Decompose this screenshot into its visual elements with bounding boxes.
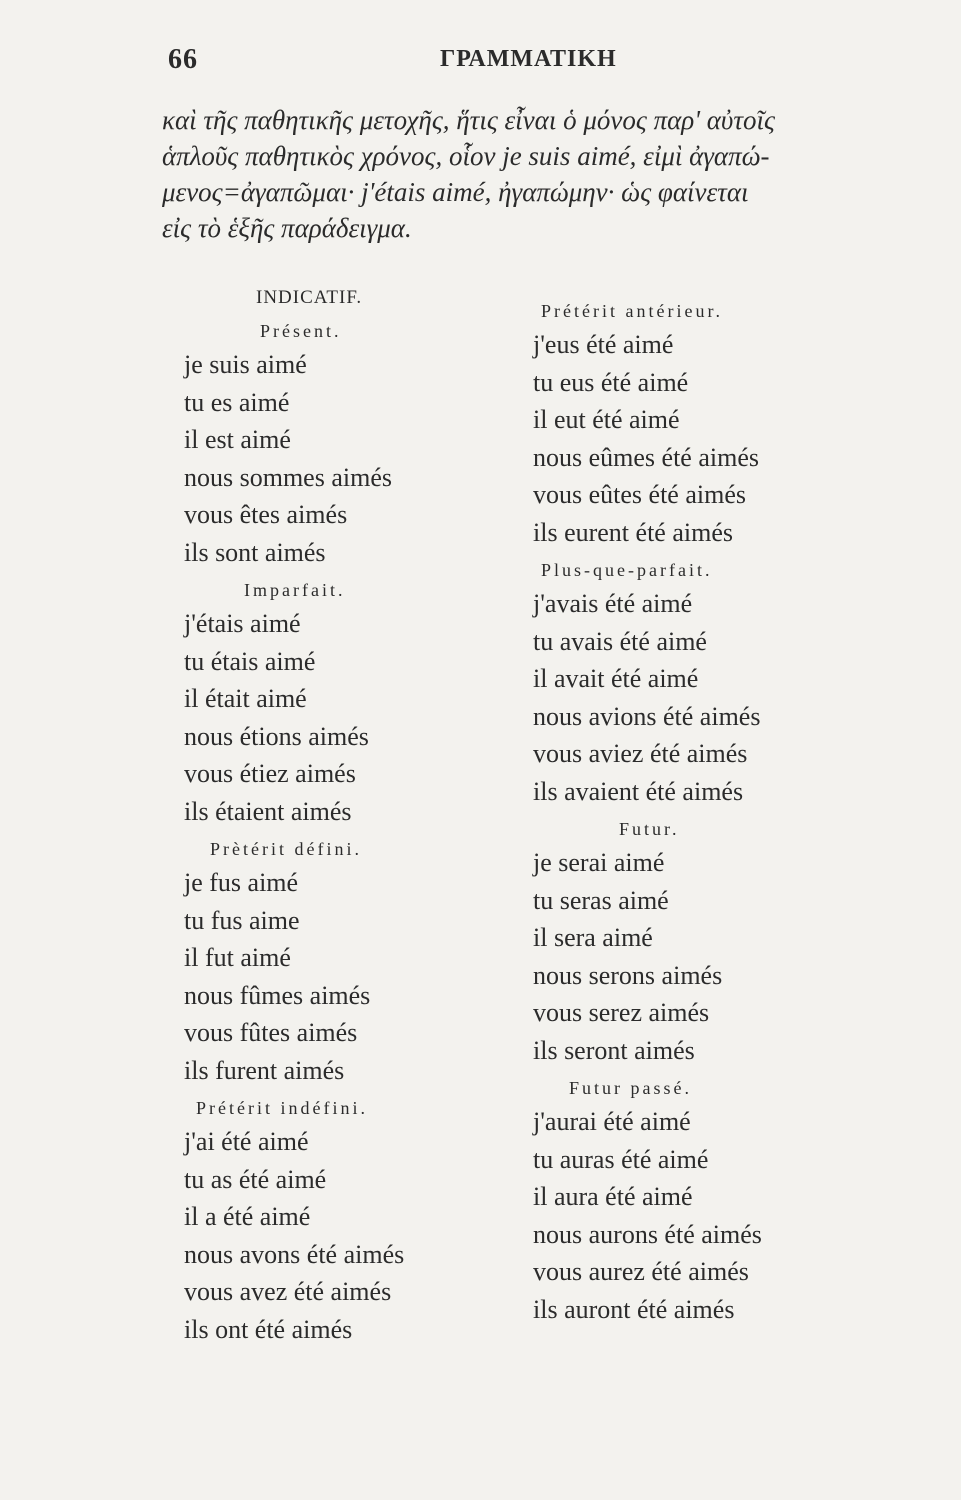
conjugation-line: nous eûmes été aimés — [533, 442, 759, 472]
conjugation-line: j'avais été aimé — [533, 589, 693, 618]
conjugation-line: nous étions aimés — [184, 721, 369, 751]
intro-paragraph — [162, 102, 852, 246]
conjugation-line: tu es aimé — [184, 387, 290, 417]
tense-heading: Prétérit indéfini. — [196, 1098, 368, 1118]
conjugation-line: vous étiez aimés — [184, 759, 356, 788]
conjugation-line: ils étaient aimés — [184, 796, 352, 826]
conjugation-line: il était aimé — [184, 684, 307, 713]
conjugation-line: vous eûtes été aimés — [533, 480, 746, 509]
conjugation-line: j'ai été aimé — [184, 1127, 309, 1156]
tense-block-futur-passe — [533, 1073, 863, 1328]
tense-block-imparfait — [184, 575, 514, 830]
conjugation-line: il avait été aimé — [533, 664, 699, 693]
conjugation-line: j'aurai été aimé — [533, 1107, 691, 1136]
conjugation-line: nous sommes aimés — [184, 462, 392, 492]
conjugation-line: tu fus aime — [184, 905, 300, 935]
conjugation-line: il sera aimé — [533, 923, 653, 952]
conjugation-line: il fut aimé — [184, 943, 291, 972]
tense-heading: Présent. — [260, 321, 342, 341]
conjugation-line: ils ont été aimés — [184, 1314, 353, 1344]
right-column — [533, 296, 863, 1332]
conjugation-line: je fus aimé — [184, 868, 299, 897]
conjugation-line: nous aurons été aimés — [533, 1219, 762, 1249]
tense-heading: Prétérit antérieur. — [541, 301, 723, 321]
mood-heading: INDICATIF. — [256, 287, 363, 308]
conjugation-line: nous avons été aimés — [184, 1239, 405, 1269]
tense-block-plus-que-parfait — [533, 555, 863, 810]
conjugation-line: je serai aimé — [533, 848, 665, 877]
page-header — [0, 44, 961, 84]
conjugation-line: vous aurez été aimés — [533, 1257, 749, 1286]
intro-line: εἰς τὸ ἑξῆς παράδειγμα. — [162, 213, 412, 243]
tense-heading: Prètérit défini. — [210, 839, 362, 859]
conjugation-line: vous serez aimés — [533, 998, 710, 1027]
conjugation-line: il aura été aimé — [533, 1182, 693, 1211]
page-number: 66 — [168, 44, 198, 75]
conjugation-line: il eut été aimé — [533, 405, 680, 434]
conjugation-line: vous êtes aimés — [184, 500, 348, 529]
running-title: ΓΡΑΜΜΑΤΙΚΗ — [440, 46, 617, 72]
conjugation-line: ils furent aimés — [184, 1055, 345, 1085]
tense-heading: Futur passé. — [569, 1078, 692, 1098]
conjugation-line: vous fûtes aimés — [184, 1018, 358, 1047]
conjugation-line: j'étais aimé — [184, 609, 301, 638]
intro-line: καὶ τῆς παθητικῆς μετοχῆς, ἥτις εἶναι ὁ μόνος παρ' αὐτοῖς — [162, 105, 775, 135]
conjugation-line: nous serons aimés — [533, 960, 723, 990]
conjugation-line: ils seront aimés — [533, 1035, 695, 1065]
conjugation-line: il est aimé — [184, 425, 291, 454]
tense-heading: Plus-que-parfait. — [541, 560, 713, 580]
conjugation-line: tu eus été aimé — [533, 367, 689, 397]
intro-line: μενος=ἀγαπῶμαι· j'étais aimé, ἠγαπώμην· ὡς φαίνεται — [162, 177, 749, 207]
tense-block-preterit-anterieur — [533, 296, 863, 551]
tense-heading: Imparfait. — [244, 580, 346, 600]
conjugation-line: tu avais été aimé — [533, 626, 707, 656]
intro-line: ἁπλοῦς παθητικὸς χρόνος, οἷον je suis aimé, εἰμὶ ἀγαπώ- — [162, 141, 770, 171]
conjugation-line: il a été aimé — [184, 1202, 311, 1231]
conjugation-line: ils avaient été aimés — [533, 776, 744, 806]
conjugation-line: tu auras été aimé — [533, 1144, 709, 1174]
conjugation-line: tu as été aimé — [184, 1164, 327, 1194]
tense-block-futur — [533, 814, 863, 1069]
tense-block-preterit-defini — [184, 834, 514, 1089]
tense-heading: Futur. — [619, 819, 680, 839]
conjugation-line: ils eurent été aimés — [533, 517, 733, 547]
conjugation-line: tu étais aimé — [184, 646, 316, 676]
conjugation-line: j'eus été aimé — [533, 330, 674, 359]
left-column — [184, 280, 514, 1352]
conjugation-line: tu seras aimé — [533, 885, 669, 915]
tense-block-present — [184, 316, 514, 571]
tense-block-preterit-indefini — [184, 1093, 514, 1348]
conjugation-line: nous avions été aimés — [533, 701, 761, 731]
conjugation-line: ils sont aimés — [184, 537, 326, 567]
conjugation-line: vous avez été aimés — [184, 1277, 392, 1306]
conjugation-line: vous aviez été aimés — [533, 739, 748, 768]
conjugation-line: nous fûmes aimés — [184, 980, 371, 1010]
conjugation-line: je suis aimé — [184, 350, 307, 379]
conjugation-line: ils auront été aimés — [533, 1294, 735, 1324]
